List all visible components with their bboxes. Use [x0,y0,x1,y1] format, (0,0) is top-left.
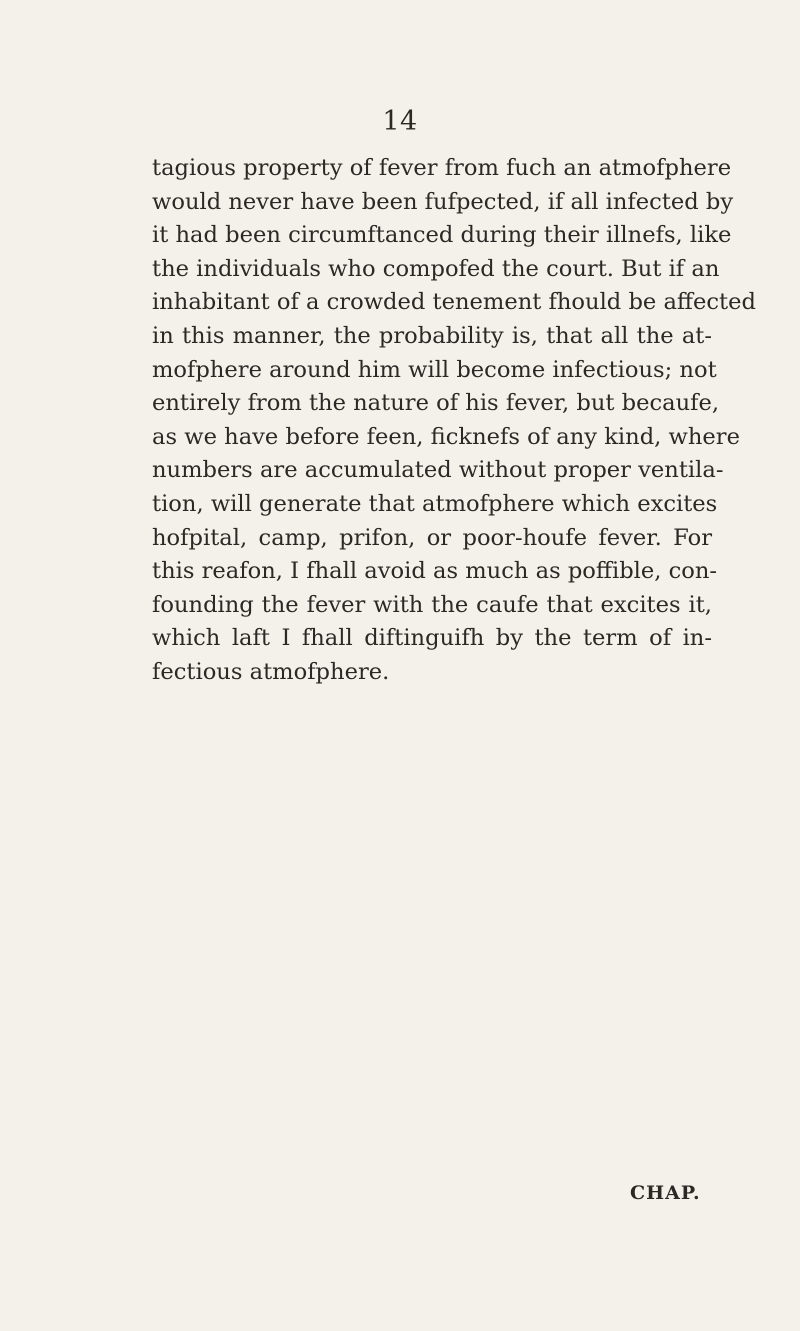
page-number: 14 [382,106,418,137]
text-line: tagious property of fever from fuch an atmofphere [152,155,732,181]
text-line: which laft I fhall diftinguifh by the term of in- [152,625,712,652]
text-line: in this manner, the probability is, that all the at- [152,322,712,349]
text-line: as we have before feen, ficknefs of any kind, where [152,423,740,450]
text-line: the individuals who compofed the court. But if an [152,255,720,282]
text-line: fectious atmofphere. [152,658,390,685]
text-line: tion, will generate that atmofphere which excites [152,490,718,517]
text-line: mofphere around him will become infectious; not [152,356,717,383]
text-line: this reafon, I fhall avoid as much as poffible, con- [152,558,718,585]
text-line: hofpital, camp, prifon, or poor-houfe fever. For [152,524,712,551]
text-line: founding the fever with the caufe that excites it, [152,591,712,618]
text-line: it had been circumftanced during their illnefs, like [152,222,732,249]
text-line: numbers are accumulated without proper ventila- [152,457,724,484]
body-text [152,152,756,690]
text-line: entirely from the nature of his fever, but becaufe, [152,390,720,417]
catchword: CHAP. [630,1182,701,1204]
text-line: inhabitant of a crowded tenement fhould be affected [152,289,756,316]
text-line: would never have been fufpected, if all infected by [152,188,734,215]
